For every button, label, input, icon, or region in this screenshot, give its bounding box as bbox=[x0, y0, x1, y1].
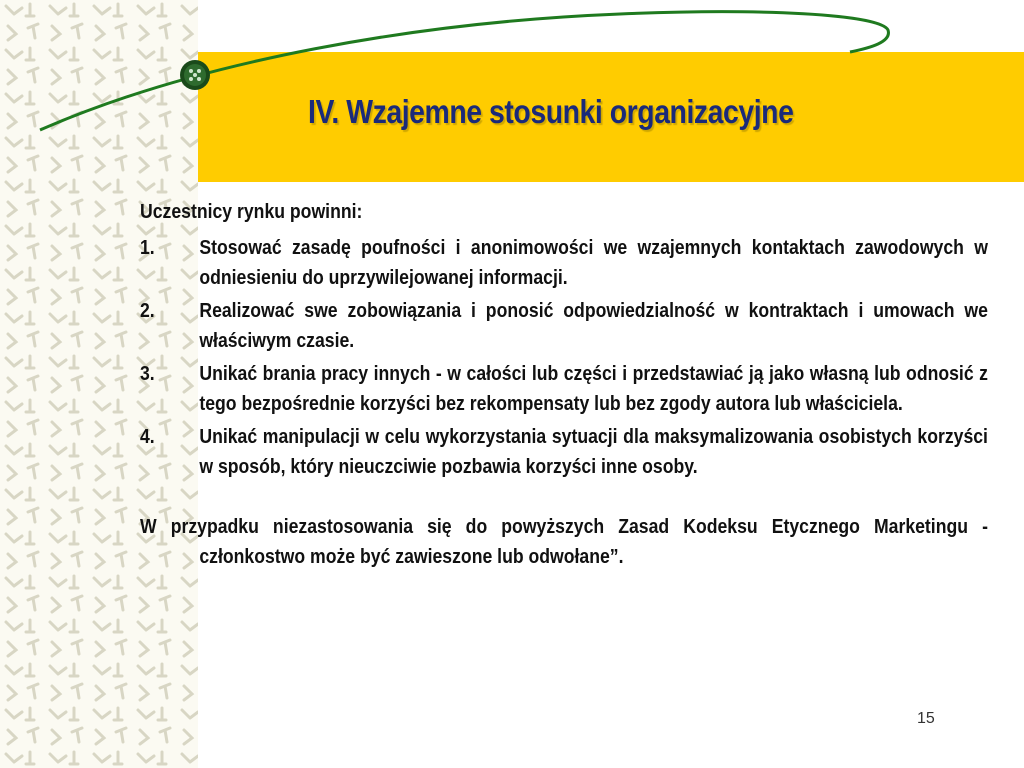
list-item bbox=[140, 359, 988, 419]
list-number: 3. bbox=[140, 362, 155, 385]
slide-title: IV. Wzajemne stosunki organizacyjne bbox=[308, 93, 794, 130]
list-text: Unikać manipulacji w celu wykorzystania sytuacji dla maksymalizowania osobistych korzyści w sposób, który nieuczciwie pozbawia korzyści inne osoby. bbox=[199, 425, 988, 478]
list-number: 4. bbox=[140, 425, 155, 448]
list-number: 2. bbox=[140, 299, 155, 322]
list-item bbox=[140, 296, 988, 356]
list-item bbox=[140, 422, 988, 482]
intro-text: Uczestnicy rynku powinni: bbox=[140, 200, 363, 223]
closing-text: W przypadku niezastosowania się do powyższych Zasad Kodeksu Etycznego Marketingu - członkostwo może być zawieszone lub odwołane”. bbox=[140, 515, 988, 568]
list-text: Unikać brania pracy innych - w całości lub części i przedstawiać ją jako własną lub odnosić z tego bezpośrednie korzyści bez rekompensaty lub bez zgody autora lub właściciela. bbox=[199, 362, 988, 415]
slide-content bbox=[140, 197, 988, 593]
list-item bbox=[140, 233, 988, 293]
list-number: 1. bbox=[140, 236, 155, 259]
list-text: Stosować zasadę poufności i anonimowości we wzajemnych kontaktach zawodowych w odniesieniu do uprzywilejowanej informacji. bbox=[199, 236, 988, 289]
page-number: 15 bbox=[917, 710, 935, 727]
list-text: Realizować swe zobowiązania i ponosić odpowiedzialność w kontraktach i umowach we właściwym czasie. bbox=[199, 299, 988, 352]
